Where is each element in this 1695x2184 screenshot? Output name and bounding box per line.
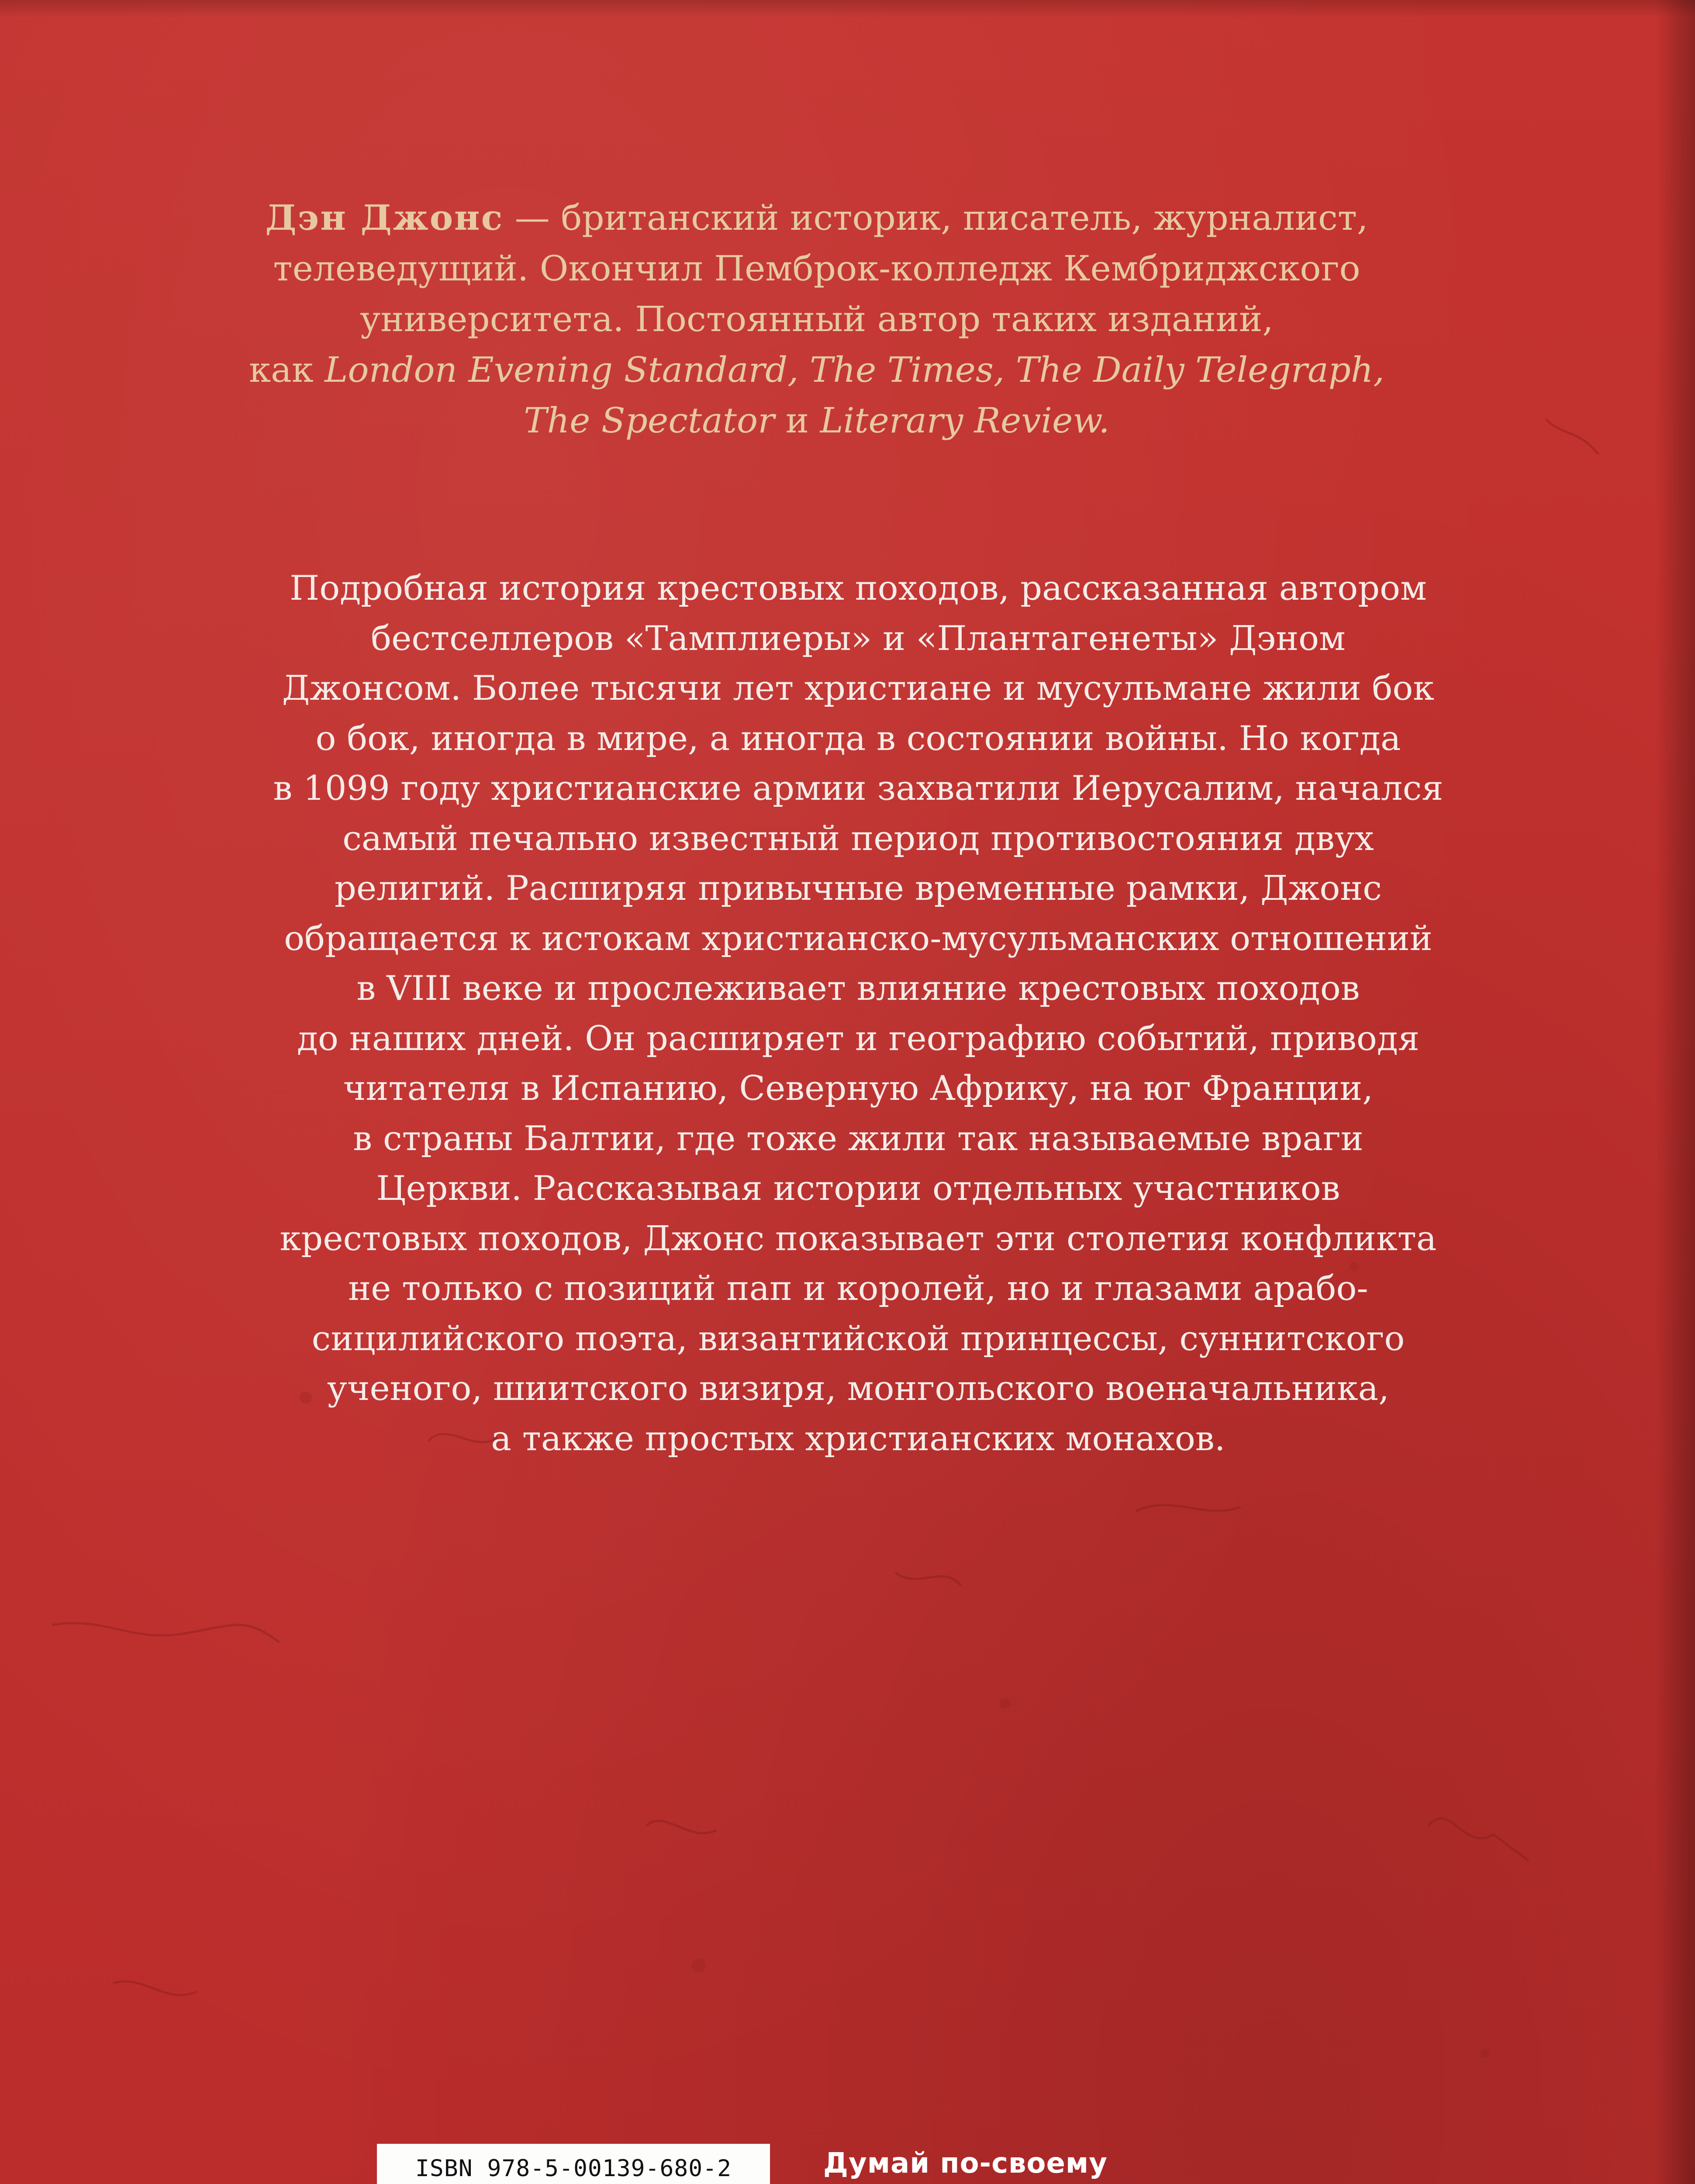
author-bio-text: и — [774, 400, 820, 441]
description-line: до наших дней. Он расширяет и географию событий, приводя — [297, 1019, 1420, 1058]
description-line: крестовых походов, Джонс показывает эти столетия конфликта — [280, 1219, 1437, 1258]
description-line: бестселлеров «Тамплиеры» и «Плантагенеты» Дэном — [371, 619, 1346, 658]
description-line: ученого, шиитского визиря, монгольского военачальника, — [327, 1369, 1389, 1408]
publication-name: Literary Review. — [820, 400, 1110, 441]
cover-top-shadow — [0, 0, 1695, 17]
description-line: о бок, иногда в мире, а иногда в состоянии войны. Но когда — [315, 719, 1401, 758]
author-bio-line: университета. Постоянный автор таких изданий, — [360, 299, 1274, 339]
description-line: а также простых христианских монахов. — [491, 1419, 1226, 1458]
author-bio-line — [218, 395, 1415, 446]
description-line: Церкви. Рассказывая истории отдельных участников — [376, 1169, 1340, 1208]
description-line: Подробная история крестовых походов, рассказанная автором — [290, 569, 1427, 608]
author-bio-line — [218, 192, 1415, 243]
isbn-label: ISBN 978-5-00139-680-2 — [415, 2155, 732, 2182]
book-description — [205, 563, 1511, 1464]
isbn-barcode — [377, 2144, 770, 2184]
author-name: Дэн Джонс — [265, 197, 504, 238]
cover-spine-shadow — [1656, 0, 1695, 2184]
description-line: читателя в Испанию, Северную Африку, на юг Франции, — [343, 1069, 1374, 1108]
description-line: Джонсом. Более тысячи лет христиане и мусульмане жили бок — [282, 669, 1435, 708]
publisher-slogan: Думай по-своему — [823, 2147, 1108, 2180]
author-bio-line: телеведущий. Окончил Пемброк-колледж Кембриджского — [273, 248, 1360, 289]
description-line: не только с позиций пап и королей, но и глазами арабо- — [348, 1269, 1368, 1308]
publication-name: The Spectator — [524, 400, 775, 441]
author-bio — [218, 192, 1415, 446]
author-bio-text: как — [249, 349, 325, 390]
description-line: сицилийского поэта, византийской принцессы, суннитского — [311, 1319, 1405, 1358]
description-line: в 1099 году христианские армии захватили Иерусалим, начался — [273, 769, 1443, 808]
publication-name: London Evening Standard, — [325, 349, 799, 390]
description-line: обращается к истокам христианско-мусульманских отношений — [284, 919, 1433, 958]
description-line: в VIII веке и прослеживает влияние крестовых походов — [356, 969, 1360, 1008]
description-line: в страны Балтии, где тоже жили так называемые враги — [353, 1119, 1364, 1158]
description-line: самый печально известный период противостояния двух — [342, 819, 1374, 858]
author-bio-text: — британский историк, писатель, журналист, — [504, 197, 1368, 238]
description-line: религий. Расширяя привычные временные рамки, Джонс — [335, 869, 1382, 908]
publication-name: The Daily Telegraph, — [1015, 349, 1384, 390]
author-bio-line — [218, 345, 1415, 395]
publication-name: The Times, — [810, 349, 1005, 390]
